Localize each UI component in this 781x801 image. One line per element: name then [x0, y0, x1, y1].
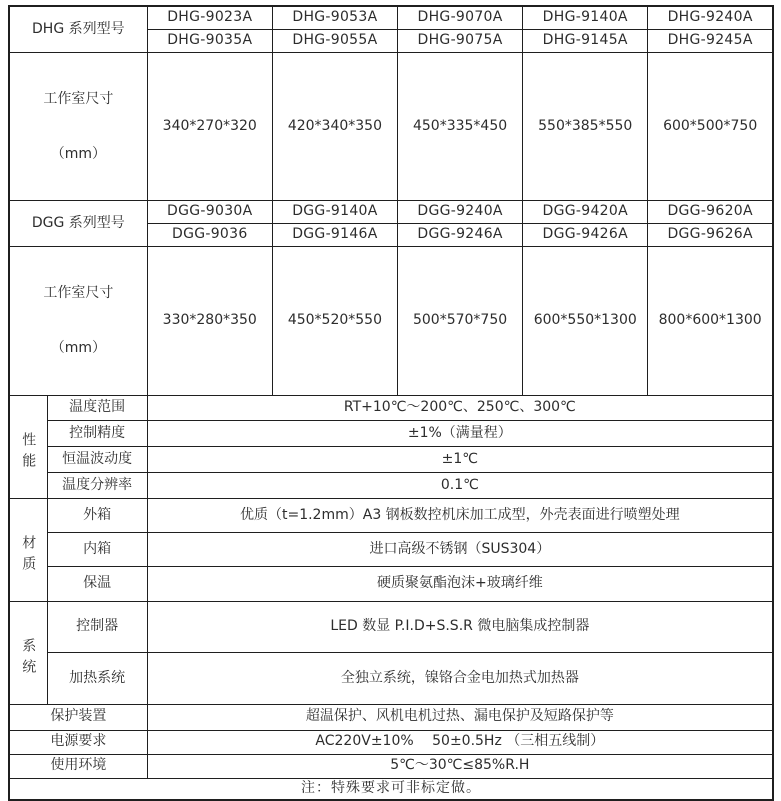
- dgg-model-cell: DGG-9426A: [523, 224, 648, 247]
- power-value-cell: AC220V±10% 50±0.5Hz （三相五线制）: [147, 730, 773, 754]
- dhg-model-cell: DHG-9023A: [147, 6, 272, 29]
- spec-name-cell: 加热系统: [47, 653, 147, 705]
- table-row: [9, 778, 773, 800]
- spec-value-cell: 进口高级不锈钢（SUS304）: [147, 533, 773, 567]
- dgg-model-cell: DGG-9036: [147, 224, 272, 247]
- table-row: [9, 6, 773, 29]
- protection-label-cell: 保护装置: [9, 704, 147, 730]
- spec-name-cell: 控制器: [47, 601, 147, 653]
- size-label: 工作室尺寸: [43, 90, 114, 107]
- table-row: [9, 472, 773, 498]
- spec-name-cell: 温度范围: [47, 395, 147, 421]
- spec-value-cell: 硬质聚氨酯泡沫+玻璃纤维: [147, 567, 773, 601]
- dgg-size-cell: 600*550*1300: [523, 247, 648, 396]
- dhg-size-label-cell: [9, 52, 147, 201]
- section-label-performance: [9, 395, 47, 498]
- table-row: [9, 653, 773, 705]
- dgg-size-label-cell: [9, 247, 147, 396]
- dgg-size-cell: 800*600*1300: [648, 247, 773, 396]
- dgg-size-cell: 330*280*350: [147, 247, 272, 396]
- dgg-series-label: DGG 系列型号: [9, 201, 147, 247]
- table-row: [9, 730, 773, 754]
- dgg-model-cell: DGG-9626A: [648, 224, 773, 247]
- section-label-text: 性能: [20, 431, 37, 474]
- product-spec-table: [8, 5, 774, 801]
- table-row: [9, 247, 773, 396]
- size-unit: （mm）: [50, 145, 106, 162]
- dhg-model-cell: DHG-9035A: [147, 29, 272, 52]
- table-row: [9, 498, 773, 532]
- table-row: [9, 395, 773, 421]
- size-label: 工作室尺寸: [43, 285, 114, 302]
- spec-value-cell: LED 数显 P.I.D+S.S.R 微电脑集成控制器: [147, 601, 773, 653]
- dgg-model-cell: DGG-9420A: [523, 201, 648, 224]
- dgg-model-cell: DGG-9146A: [272, 224, 397, 247]
- table-row: [9, 421, 773, 447]
- table-row: [9, 567, 773, 601]
- size-unit: （mm）: [50, 340, 106, 357]
- dhg-model-cell: DHG-9053A: [272, 6, 397, 29]
- table-row: [9, 201, 773, 224]
- dhg-model-cell: DHG-9145A: [523, 29, 648, 52]
- spec-name-cell: 保温: [47, 567, 147, 601]
- dhg-model-cell: DHG-9070A: [398, 6, 523, 29]
- dhg-model-cell: DHG-9240A: [648, 6, 773, 29]
- dhg-size-cell: 420*340*350: [272, 52, 397, 201]
- spec-value-cell: 全独立系统，镍铬合金电加热式加热器: [147, 653, 773, 705]
- spec-value-cell: RT+10℃～200℃、250℃、300℃: [147, 395, 773, 421]
- table-row: [9, 601, 773, 653]
- dhg-size-cell: 340*270*320: [147, 52, 272, 201]
- environment-label-cell: 使用环境: [9, 754, 147, 778]
- spec-name-cell: 温度分辨率: [47, 472, 147, 498]
- protection-value-cell: 超温保护、风机电机过热、漏电保护及短路保护等: [147, 704, 773, 730]
- table-row: [9, 704, 773, 730]
- spec-value-cell: ±1%（满量程）: [147, 421, 773, 447]
- table-row: [9, 447, 773, 473]
- power-label-cell: 电源要求: [9, 730, 147, 754]
- spec-name-cell: 内箱: [47, 533, 147, 567]
- table-row: [9, 52, 773, 201]
- dgg-size-cell: 450*520*550: [272, 247, 397, 396]
- dhg-model-cell: DHG-9140A: [523, 6, 648, 29]
- dgg-model-cell: DGG-9030A: [147, 201, 272, 224]
- section-label-system: [9, 601, 47, 704]
- dgg-size-cell: 500*570*750: [398, 247, 523, 396]
- spec-name-cell: 恒温波动度: [47, 447, 147, 473]
- section-label-text: 系统: [20, 637, 37, 680]
- spec-value-cell: ±1℃: [147, 447, 773, 473]
- dhg-size-cell: 600*500*750: [648, 52, 773, 201]
- dhg-model-cell: DHG-9075A: [398, 29, 523, 52]
- environment-value-cell: 5℃～30℃≤85%R.H: [147, 754, 773, 778]
- dhg-size-cell: 550*385*550: [523, 52, 648, 201]
- dgg-model-cell: DGG-9140A: [272, 201, 397, 224]
- table-row: [9, 754, 773, 778]
- dgg-model-cell: DGG-9246A: [398, 224, 523, 247]
- dhg-size-cell: 450*335*450: [398, 52, 523, 201]
- table-row: [9, 533, 773, 567]
- section-label-text: 材质: [20, 534, 37, 577]
- dgg-model-cell: DGG-9240A: [398, 201, 523, 224]
- dhg-series-label: DHG 系列型号: [9, 6, 147, 52]
- dhg-model-cell: DHG-9055A: [272, 29, 397, 52]
- spec-value-cell: 优质（t=1.2mm）A3 钢板数控机床加工成型，外壳表面进行喷塑处理: [147, 498, 773, 532]
- dgg-model-cell: DGG-9620A: [648, 201, 773, 224]
- spec-name-cell: 控制精度: [47, 421, 147, 447]
- spec-value-cell: 0.1℃: [147, 472, 773, 498]
- section-label-material: [9, 498, 47, 601]
- note-cell: 注：特殊要求可非标定做。: [9, 778, 773, 800]
- spec-name-cell: 外箱: [47, 498, 147, 532]
- dhg-model-cell: DHG-9245A: [648, 29, 773, 52]
